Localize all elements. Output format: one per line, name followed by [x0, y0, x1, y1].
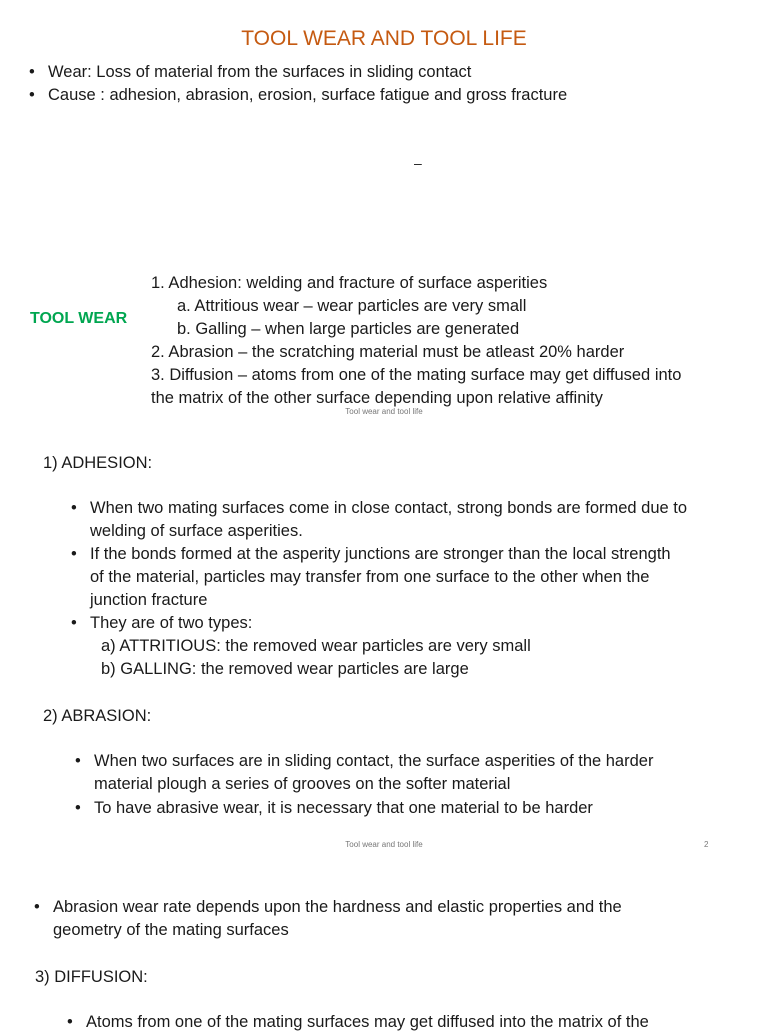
abrasion-bullet-2: • To have abrasive wear, it is necessary that one material to be harder [94, 797, 593, 820]
diffusion-heading: 3) DIFFUSION: [35, 968, 148, 986]
adhesion-bullet-1: • When two mating surfaces come in close contact, strong bonds are formed due to [90, 497, 687, 520]
adhesion-bullet-3: • They are of two types: [90, 612, 252, 635]
adhesion-bullet-2-cont2: junction fracture [90, 591, 208, 609]
tool-wear-line-attritious: a. Attritious wear – wear particles are very small [177, 297, 527, 315]
dash-mark: – [414, 155, 422, 171]
slide-footer-2: Tool wear and tool life [345, 840, 423, 849]
tool-wear-line-diffusion: 3. Diffusion – atoms from one of the mating surface may get diffused into [151, 366, 682, 384]
abrasion-rate-bullet: • Abrasion wear rate depends upon the hardness and elastic properties and the [53, 896, 622, 919]
intro-bullet-wear: • Wear: Loss of material from the surfaces in sliding contact [48, 61, 471, 84]
page-title: TOOL WEAR AND TOOL LIFE [241, 27, 527, 50]
slide-footer-1: Tool wear and tool life [345, 407, 423, 416]
tool-wear-line-galling: b. Galling – when large particles are generated [177, 320, 520, 338]
tool-wear-line-abrasion: 2. Abrasion – the scratching material must be atleast 20% harder [151, 343, 625, 361]
tool-wear-line-adhesion: 1. Adhesion: welding and fracture of surface asperities [151, 274, 548, 292]
adhesion-bullet-1-cont: welding of surface asperities. [90, 522, 303, 540]
adhesion-type-b: b) GALLING: the removed wear particles are large [101, 660, 469, 678]
intro-bullet-cause: • Cause : adhesion, abrasion, erosion, surface fatigue and gross fracture [48, 84, 567, 107]
abrasion-heading: 2) ABRASION: [43, 707, 152, 725]
tool-wear-line-diffusion-cont: the matrix of the other surface depending upon relative affinity [151, 389, 603, 407]
tool-wear-label: TOOL WEAR [30, 310, 128, 327]
diffusion-bullet-1: • Atoms from one of the mating surfaces may get diffused into the matrix of the [86, 1011, 649, 1034]
adhesion-bullet-2-cont: of the material, particles may transfer from one surface to the other when the [90, 568, 650, 586]
abrasion-bullet-1: • When two surfaces are in sliding contact, the surface asperities of the harder [94, 750, 653, 773]
abrasion-bullet-1-cont: material plough a series of grooves on the softer material [94, 775, 511, 793]
adhesion-bullet-2: • If the bonds formed at the asperity junctions are stronger than the local strength [90, 543, 671, 566]
abrasion-rate-bullet-cont: geometry of the mating surfaces [53, 921, 289, 939]
adhesion-type-a: a) ATTRITIOUS: the removed wear particles are very small [101, 637, 531, 655]
adhesion-heading: 1) ADHESION: [43, 454, 153, 472]
slide-page-number: 2 [704, 840, 709, 849]
